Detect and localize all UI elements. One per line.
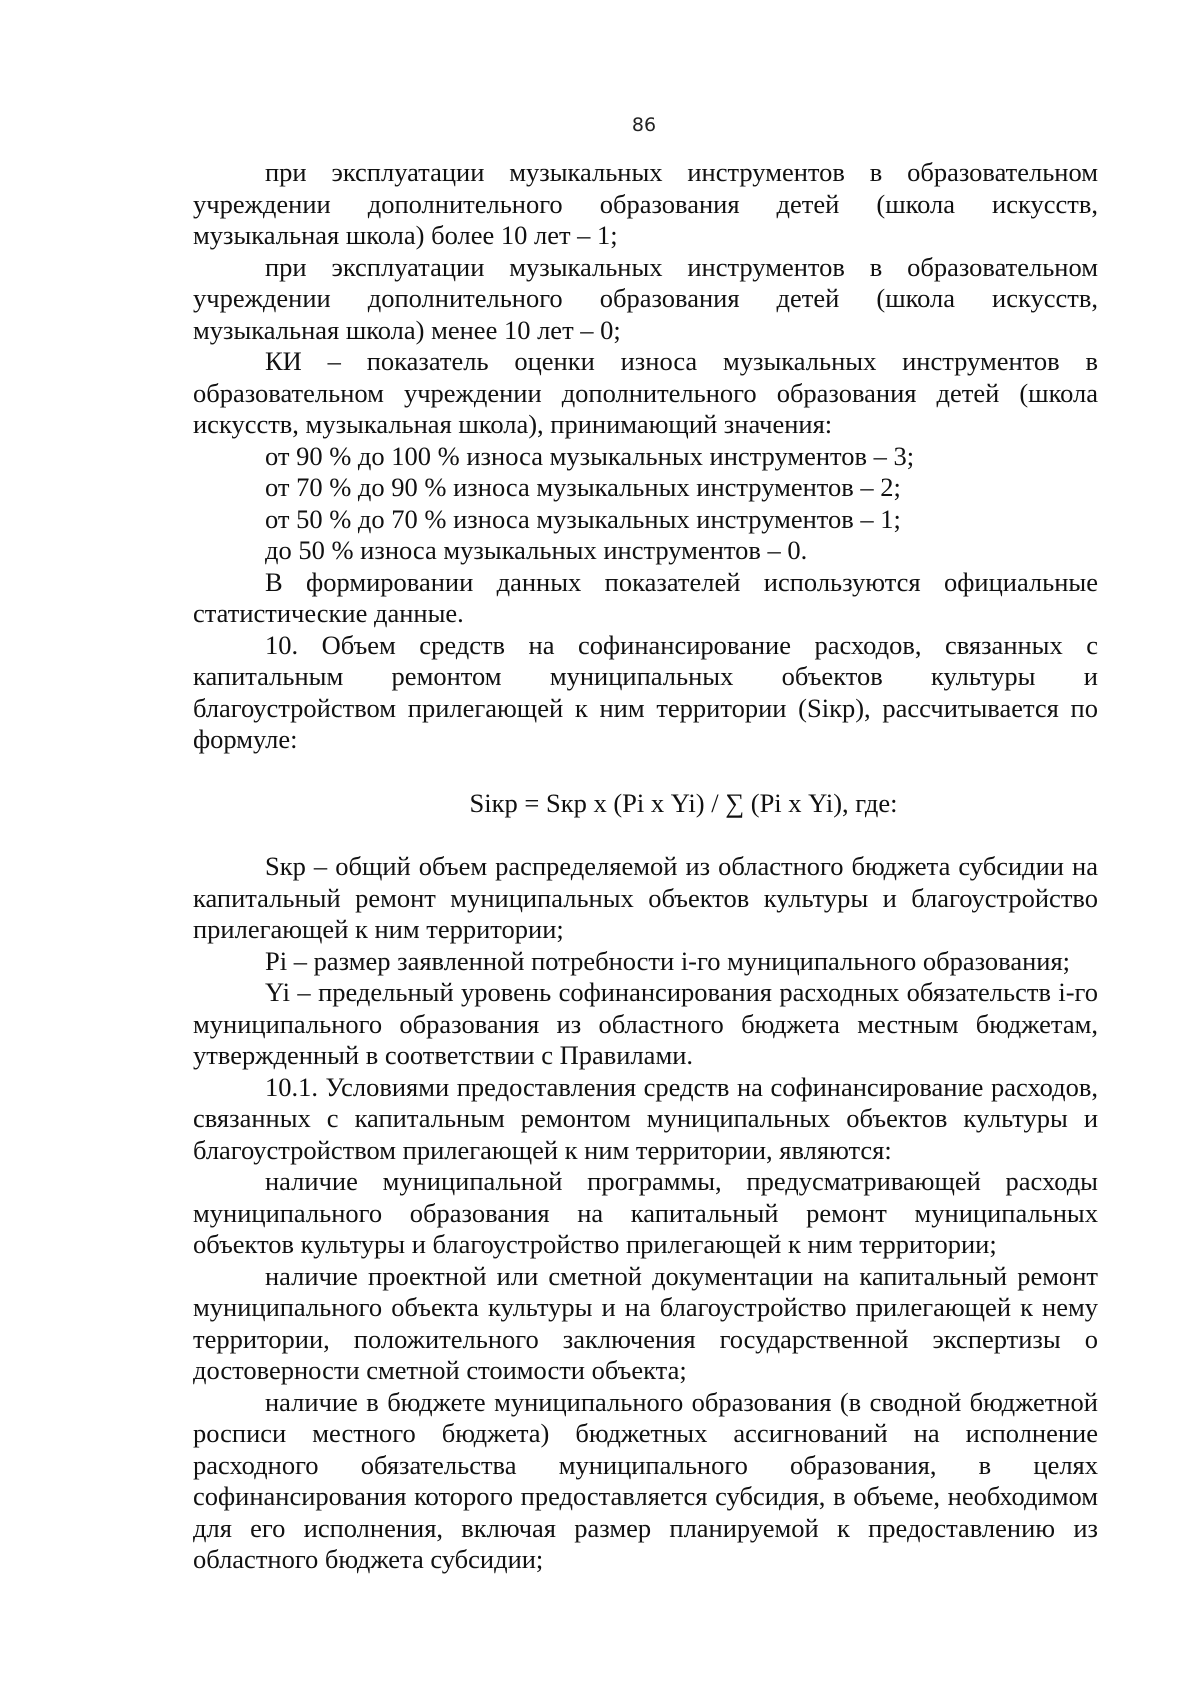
paragraph-ki-definition: КИ – показатель оценки износа музыкальных инструментов в образовательном учреждении дополнительного образования детей (школа искусств, музыкальная школа), принимающий значения:: [193, 346, 1098, 439]
paragraph-pi-definition: Pi – размер заявленной потребности i-го муниципального образования;: [265, 945, 1070, 976]
list-item-wear-50-70: от 50 % до 70 % износа музыкальных инструментов – 1;: [265, 503, 901, 534]
document-body: [193, 157, 1098, 1576]
condition-budget-allocations: наличие в бюджете муниципального образования (в сводной бюджетной росписи местного бюджета) бюджетных ассигнований на исполнение расходного обязательства муниципального образования, в целях софинансирования которого предоставляется субсидия, в объеме, необходимом для его исполнения, включая размер планируемой к предоставлению из областного бюджета субсидии;: [193, 1386, 1098, 1574]
condition-project-documentation: наличие проектной или сметной документации на капитальный ремонт муниципального объекта культуры и на благоустройство прилегающей к нему территории, положительного заключения государственной экспертизы о достоверности сметной стоимости объекта;: [193, 1260, 1098, 1385]
paragraph-section-10: 10. Объем средств на софинансирование расходов, связанных с капитальным ремонтом муниципальных объектов культуры и благоустройством прилегающей к ним территории (Siкр), рассчитывается по формуле:: [193, 629, 1098, 754]
paragraph-skr-definition: Sкр – общий объем распределяемой из областного бюджета субсидии на капитальный ремонт муниципальных объектов культуры и благоустройство прилегающей к ним территории;: [193, 851, 1098, 944]
paragraph-section-10-1: 10.1. Условиями предоставления средств на софинансирование расходов, связанных с капитальным ремонтом муниципальных объектов культуры и благоустройством прилегающей к ним территории, являются:: [193, 1071, 1098, 1165]
paragraph-yi-definition: Yi – предельный уровень софинансирования расходных обязательств i-го муниципального образования из областного бюджета местным бюджетам, утвержденный в соответствии с Правилами.: [193, 977, 1098, 1070]
list-item-wear-70-90: от 70 % до 90 % износа музыкальных инструментов – 2;: [265, 472, 901, 502]
paragraph-usage-over-10-years: при эксплуатации музыкальных инструментов в образовательном учреждении дополнительного образования детей (школа искусств, музыкальная школа) более 10 лет – 1;: [193, 157, 1098, 250]
paragraph-statistics-note: В формировании данных показателей используются официальные статистические данные.: [193, 566, 1098, 628]
paragraph-usage-under-10-years: при эксплуатации музыкальных инструментов в образовательном учреждении дополнительного образования детей (школа искусств, музыкальная школа) менее 10 лет – 0;: [193, 251, 1098, 345]
formula: Siкр = Sкр х (Pi х Yi) / ∑ (Pi х Yi), где:: [469, 787, 898, 818]
list-item-wear-under-50: до 50 % износа музыкальных инструментов – 0.: [265, 535, 808, 565]
condition-municipal-program: наличие муниципальной программы, предусматривающей расходы муниципального образования на капитальный ремонт муниципальных объектов культуры и благоустройство прилегающей к ним территории;: [193, 1166, 1098, 1259]
page-number: 86: [631, 114, 657, 136]
list-item-wear-90-100: от 90 % до 100 % износа музыкальных инструментов – 3;: [265, 440, 915, 471]
